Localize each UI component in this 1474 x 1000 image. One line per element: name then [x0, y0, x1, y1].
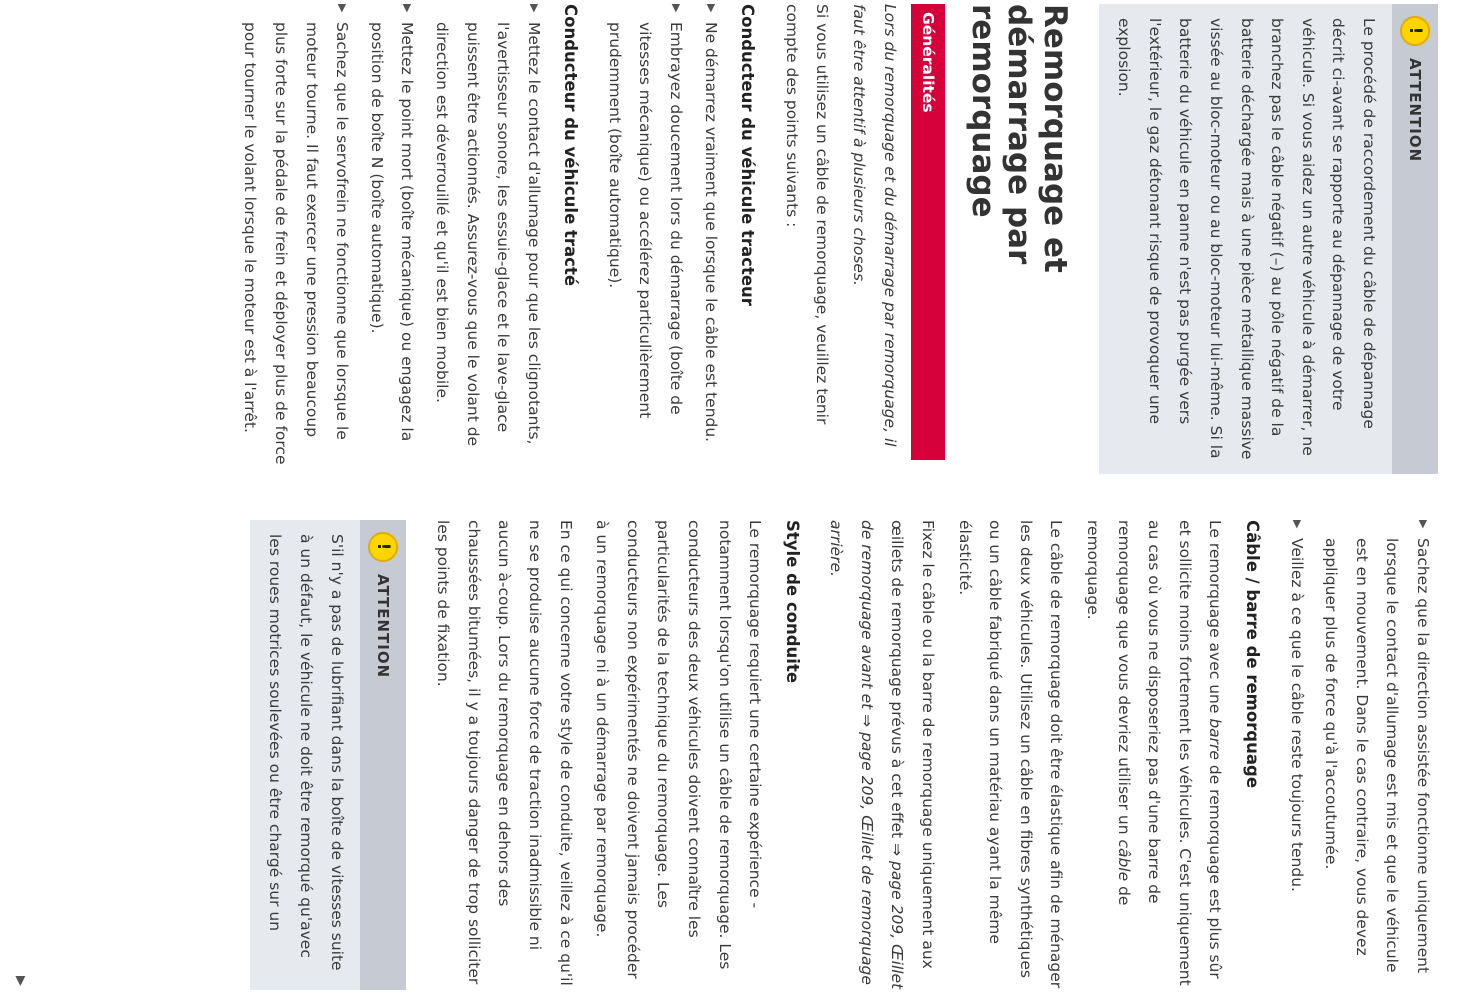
- list-item: ▶ Mettez le point mort (boîte mécanique) ou engagez la position de boîte N (boîte automatique).: [361, 4, 422, 474]
- attention-title: ATTENTION: [1406, 58, 1425, 163]
- attention-box: [1099, 4, 1438, 474]
- continuation-arrow-icon: ▶: [13, 976, 28, 986]
- attention-header: [360, 520, 406, 990]
- attention-header: [1392, 4, 1438, 474]
- cable-bar-heading: Câble / barre de remorquage: [1243, 520, 1263, 789]
- driving-style-paragraph-2: En ce qui concerne votre style de conduite, veillez à ce qu'il ne se produise aucune force de traction inadmissible ni aucun à-coup. Lors du remorquage en dehors des chaussées bitumées, il y a toujours danger de trop solliciter les points de fixation.: [434, 520, 575, 986]
- driving-style-paragraph-1: Le remorquage requiert une certaine expérience - notamment lorsqu'on utilise un câble de remorquage. Les conducteurs des deux véhicules doivent connaître les particularités de la technique du remorquage. Les conducteurs non expérimentés ne doivent jamais procéder à un remorquage ni à un démarrage par remorquage.: [593, 520, 765, 979]
- towed-driver-heading: Conducteur du véhicule tracté: [561, 4, 581, 287]
- tractor-driver-heading: Conducteur du véhicule tracteur: [738, 4, 758, 306]
- list-item: ▶ Veillez à ce que le câble reste toujours tendu.: [1281, 520, 1312, 990]
- cable-bar-paragraph-1: Le remorquage avec une barre de remorquage est plus sûr et sollicite moins fortement les véhicules. C'est uniquement au cas où vous ne disposeriez pas d'une barre de remorquage que vous devriez utiliser un câble de remorquage.: [1084, 520, 1225, 986]
- bullet-arrow-icon: ▶: [527, 4, 541, 13]
- list-item: ▶ Sachez que le servofrein ne fonctionne que lorsque le moteur tourne. Il faut exercer une pression beaucoup plus forte sur la pédale de frein et déployer plus de force pour tourner le volant lorsque le moteur est à l'arrêt.: [235, 4, 357, 474]
- towed-driver-list: [235, 4, 549, 474]
- tractor-driver-list: [599, 4, 725, 474]
- attention-box: [250, 520, 406, 990]
- attention-text: Le procédé de raccordement du câble de dépannage décrit ci-avant se rapporte au dépannage de votre véhicule. Si vous aidez un autre véhicule à démarrer, ne branchez pas le câble négatif (–) au pôle négatif de la batterie déchargée mais à une pièce métallique massive vissée au bloc-moteur ou au bloc-moteur lui-même. Si la batterie du véhicule en panne n'est pas purgée vers l'extérieur, le gaz détonant risque de provoquer une explosion.: [1115, 18, 1378, 460]
- bullet-arrow-icon: ▶: [336, 4, 350, 13]
- bullet-arrow-icon: ▶: [704, 4, 718, 13]
- warning-icon: !: [368, 532, 398, 562]
- intro-text: Lors du remorquage et du démarrage par remorquage, il faut être attentif à plusieurs choses.: [850, 4, 899, 447]
- bullet-arrow-icon: ▶: [1290, 520, 1304, 529]
- list-item: ▶ Sachez que la direction assistée fonctionne uniquement lorsque le contact d'allumage est mis et que le véhicule est en mouvement. Dans le cas contraire, vous devez appliquer plus de force qu'à l'accoutumée.: [1316, 520, 1438, 990]
- bullet-arrow-icon: ▶: [1417, 520, 1430, 529]
- attention-title: ATTENTION: [373, 574, 392, 679]
- right-column: [224, 520, 1438, 990]
- bullet-arrow-icon: ▶: [401, 4, 415, 13]
- warning-icon: !: [1400, 16, 1430, 46]
- list-item: ▶ Mettez le contact d'allumage pour que les clignotants, l'avertisseur sonore, les essuie-glace et le lave-glace puissent être actionnés. Assurez-vous que le volant de direction est déverrouillé et qu'il est bien mobile.: [426, 4, 548, 474]
- cable-bar-paragraph-2: Le câble de remorquage doit être élastique afin de ménager les deux véhicules. Utilisez un câble en fibres synthétiques ou un câble fabriqué dans un matériau ayant la même élasticité.: [955, 520, 1066, 989]
- page-title: Remorquage et démarrage par remorquage: [964, 4, 1073, 273]
- steering-list: [1281, 520, 1438, 990]
- list-item: ▶ Embrayez doucement lors du démarrage (boîte de vitesses mécanique) ou accélérez particulièrement prudemment (boîte automatique).: [599, 4, 691, 474]
- attention-text: S'il n'y a pas de lubrifiant dans la boîte de vitesses suite à un défaut, le véhicule ne doit être remorqué qu'avec les roues motrices soulevées ou être chargé sur un: [266, 534, 346, 971]
- list-item: ▶ Ne démarrez vraiment que lorsque le câble est tendu.: [695, 4, 726, 474]
- cable-bar-paragraph-3: Fixez le câble ou la barre de remorquage uniquement aux œillets de remorquage prévus à cet effet ⇒ page 209, Œillet de remorquage avant et ⇒ page 209, Œillet de remorquage arrière.: [827, 520, 938, 990]
- cable-instructions: Si vous utilisez un câble de remorquage, veuillez tenir compte des points suivants :: [782, 4, 832, 425]
- bullet-arrow-icon: ▶: [670, 4, 684, 13]
- page-reference: ⇒ page 209, Œillet de remorquage avant et ⇒ page 209, Œillet de remorquage arrière.: [827, 520, 907, 990]
- driving-style-heading: Style de conduite: [782, 520, 802, 684]
- left-column: [229, 4, 1438, 474]
- section-tag: Généralités: [911, 4, 945, 460]
